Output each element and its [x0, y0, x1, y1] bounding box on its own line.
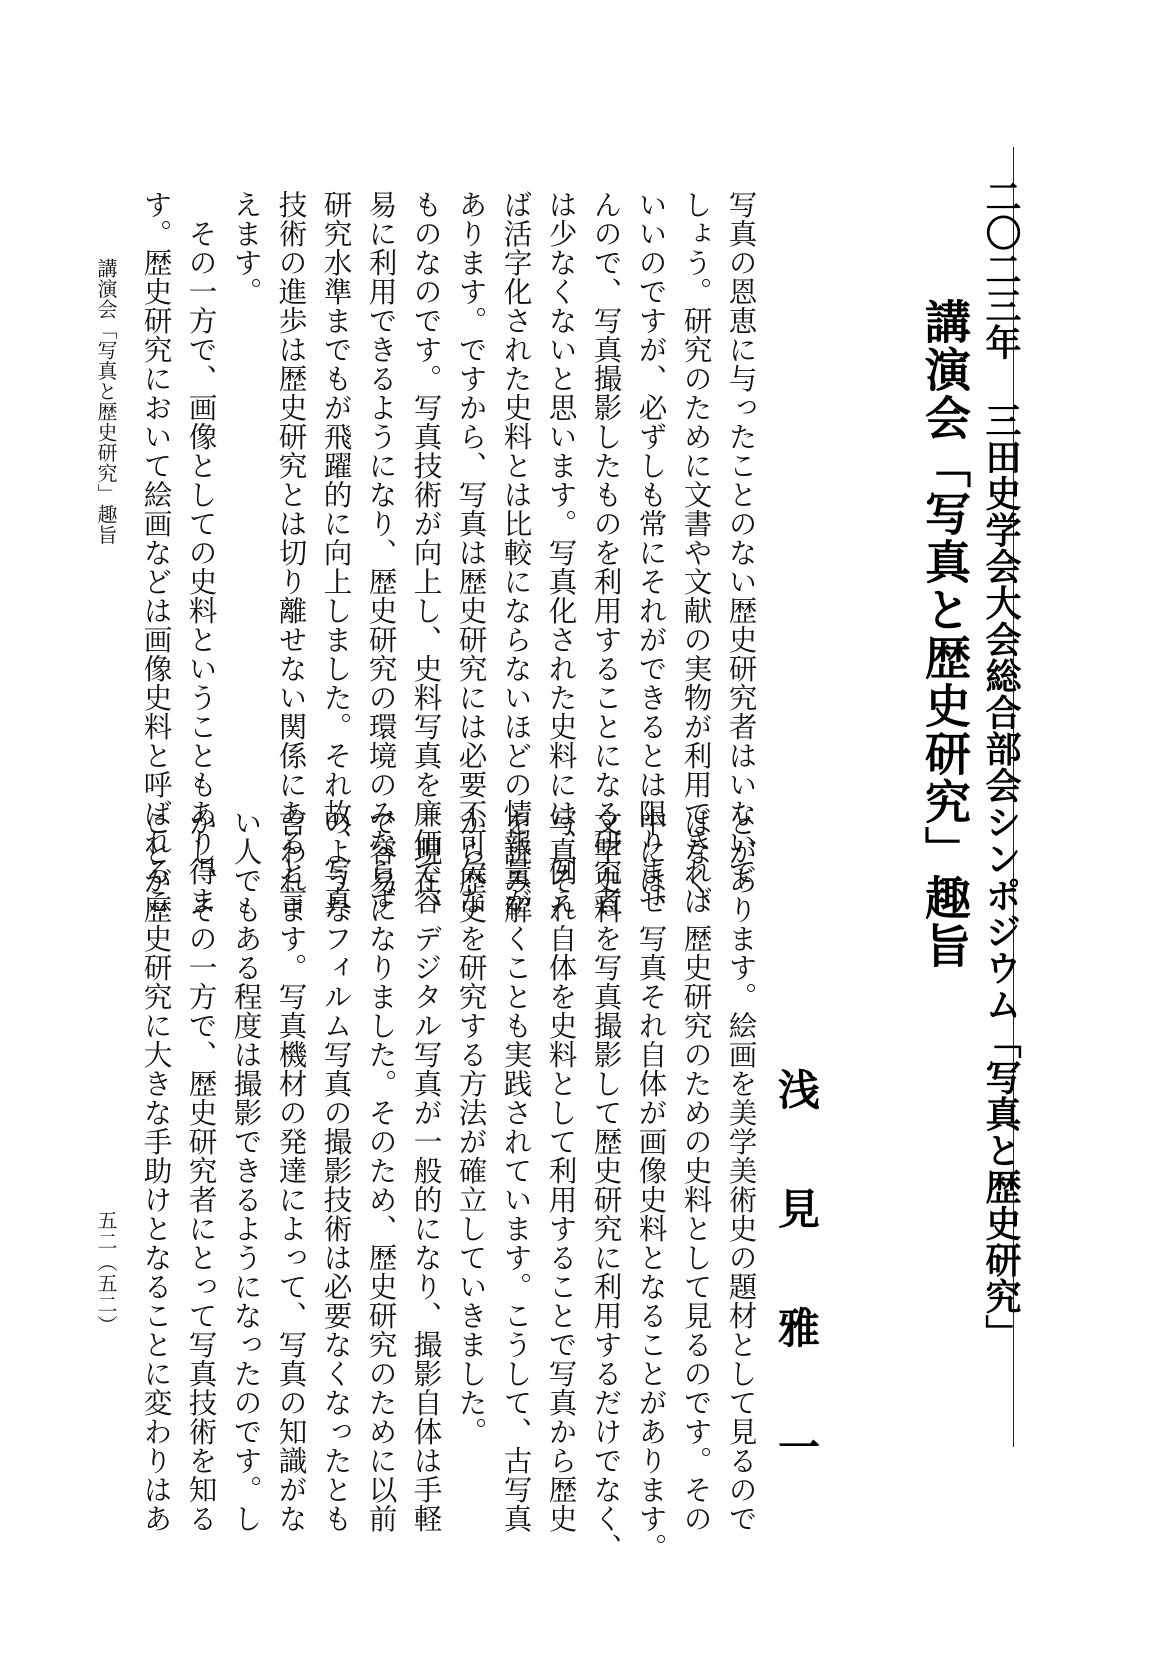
running-title: 講演会「写真と歴史研究」趣旨 — [94, 258, 118, 545]
body-line: えます。 — [229, 190, 264, 306]
body-line: のようなフィルム写真の撮影技術は必要なくなったとも — [319, 808, 354, 1533]
body-line: は少なくないと思います。写真化された史料には、例え — [544, 190, 579, 915]
article-title: 講演会「写真と歴史研究」趣旨 — [918, 298, 972, 970]
body-line: あります。ですから、写真は歴史研究には必要不可欠な — [454, 190, 489, 915]
body-line: で容易になりました。そのため、歴史研究のために以前 — [364, 808, 399, 1533]
body-line: 中には、写真それ自体が画像史料となることがあります。 — [634, 808, 669, 1562]
body-line: い人でもある程度は撮影できるようになったのです。し — [229, 808, 264, 1533]
body-line: 易に利用できるようになり、歴史研究の環境のみならず — [364, 190, 399, 915]
body-line: 技術の進歩は歴史研究とは切り離せない関係にあると言 — [274, 190, 309, 915]
body-line: を読み解くことも実践されています。こうして、古写真 — [499, 808, 534, 1533]
body-line: その一方で、画像としての史料ということもあり得ま — [184, 219, 219, 915]
body-line: いいのですが、必ずしも常にそれができるとは限りませ — [634, 190, 669, 915]
body-line: はなく、歴史研究のための史料として見るのです。その — [679, 808, 714, 1533]
body-line: から歴史を研究する方法が確立していきました。 — [454, 808, 489, 1446]
body-line: 言われます。写真機材の発達によって、写真の知識がな — [274, 808, 309, 1533]
body-line: しょう。研究のために文書や文献の実物が利用できれば — [679, 190, 714, 915]
body-line: 文字史料を写真撮影して歴史研究に利用するだけでなく、 — [589, 808, 624, 1562]
author-name: 浅 見 雅 一 — [772, 1068, 821, 1481]
body-line: ものなのです。写真技術が向上し、史料写真を廉価で容 — [409, 190, 444, 915]
body-line: ば活字化された史料とは比較にならないほどの情報量が — [499, 190, 534, 915]
body-line: 写真それ自体を史料として利用することで写真から歴史 — [544, 808, 579, 1533]
body-line: かし、その一方で、歴史研究者にとって写真技術を知る — [184, 808, 219, 1533]
body-line: す。歴史研究において絵画などは画像史料と呼ばれるこ — [139, 190, 174, 915]
series-heading: 二〇二三年 三田史学会大会総合部会シンポジウム「写真と歴史研究」 — [980, 178, 1021, 1351]
page-number: 五二（五二） — [94, 1210, 118, 1336]
body-line: ことが歴史研究に大きな手助けとなることに変わりはあ — [139, 808, 174, 1533]
body-line: 研究水準までもが飛躍的に向上しました。それ故、写真 — [319, 190, 354, 915]
body-line: とがあります。絵画を美学美術史の題材として見るので — [724, 808, 759, 1533]
body-line: 写真の恩恵に与ったことのない歴史研究者はいないで — [724, 190, 759, 886]
body-line: 現在、デジタル写真が一般的になり、撮影自体は手軽 — [409, 837, 444, 1533]
body-line: んので、写真撮影したものを利用することになる研究者 — [589, 190, 624, 915]
